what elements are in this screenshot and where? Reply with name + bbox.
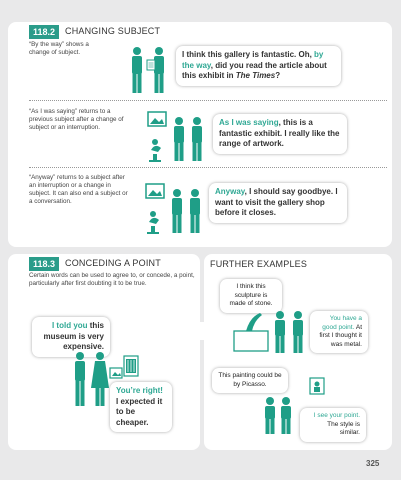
speech-text: I expected it to be cheaper. <box>116 396 163 427</box>
viewers-leaving-figures <box>145 182 207 236</box>
block-description: “By the way” shows a change of subject. <box>29 41 89 56</box>
speech-text: I think this gallery is fantastic. Oh, <box>182 50 315 59</box>
highlight-phrase: I see your point. <box>313 412 360 419</box>
example-text: At first I thought it was metal. <box>319 323 362 348</box>
divider <box>29 167 387 168</box>
section-title: FURTHER EXAMPLES <box>210 259 308 269</box>
section-number: 118.3 <box>29 257 59 271</box>
example-text: I think this sculpture is made of stone. <box>229 283 273 307</box>
viewers-at-painting-figures <box>147 110 209 164</box>
example-text: The style is similar. <box>327 420 360 436</box>
speech-text: , this is a fantastic exhibit. I really like the range of artwork. <box>219 118 340 148</box>
example-bubble-stone <box>220 279 282 313</box>
speech-text: , did you read the article about this exhibit in <box>182 60 327 80</box>
speech-bubble-youre-right <box>110 382 172 432</box>
speech-bubble-as-i-was-saying <box>213 114 347 154</box>
example-bubble-good-point <box>310 311 368 353</box>
page-number: 325 <box>366 459 380 468</box>
example-text: This painting could be by Picasso. <box>218 372 282 388</box>
speech-text: ? <box>275 71 281 80</box>
block-description: “As I was saying” returns to a previous subject after a change of subject or an interruption. <box>29 108 124 131</box>
highlight-phrase: I told you <box>51 321 88 330</box>
speaking-couple-figures <box>123 45 173 97</box>
section-description: Certain words can be used to agree to, or concede, a point, particularly after first doubting it to be true. <box>29 272 195 287</box>
highlight-phrase: You have a good point. <box>322 315 362 331</box>
section-title: CONCEDING A POINT <box>65 258 161 268</box>
highlight-phrase: As I was saying <box>219 118 279 127</box>
block-description: “Anyway” returns to a subject after an interruption or a change in subject. It can also end a subject or a conversation. <box>29 174 128 205</box>
highlight-phrase: by the way <box>182 50 324 70</box>
highlight-phrase: You’re right! <box>116 386 163 395</box>
highlight-phrase: Anyway <box>215 187 245 196</box>
speech-text: , I should say goodbye. I want to visit the gallery shop before it closes. <box>215 187 338 217</box>
speech-bubble-anyway <box>209 183 347 223</box>
example-bubble-see-your-point <box>300 408 366 442</box>
section-title: CHANGING SUBJECT <box>65 26 161 36</box>
divider <box>29 100 387 101</box>
section-number: 118.2 <box>29 25 59 39</box>
speech-text: this museum is very expensive. <box>43 321 104 351</box>
sculpture-viewers-figures <box>232 309 312 355</box>
speech-bubble-by-the-way <box>176 46 341 86</box>
italic-title: The Times <box>235 71 276 80</box>
